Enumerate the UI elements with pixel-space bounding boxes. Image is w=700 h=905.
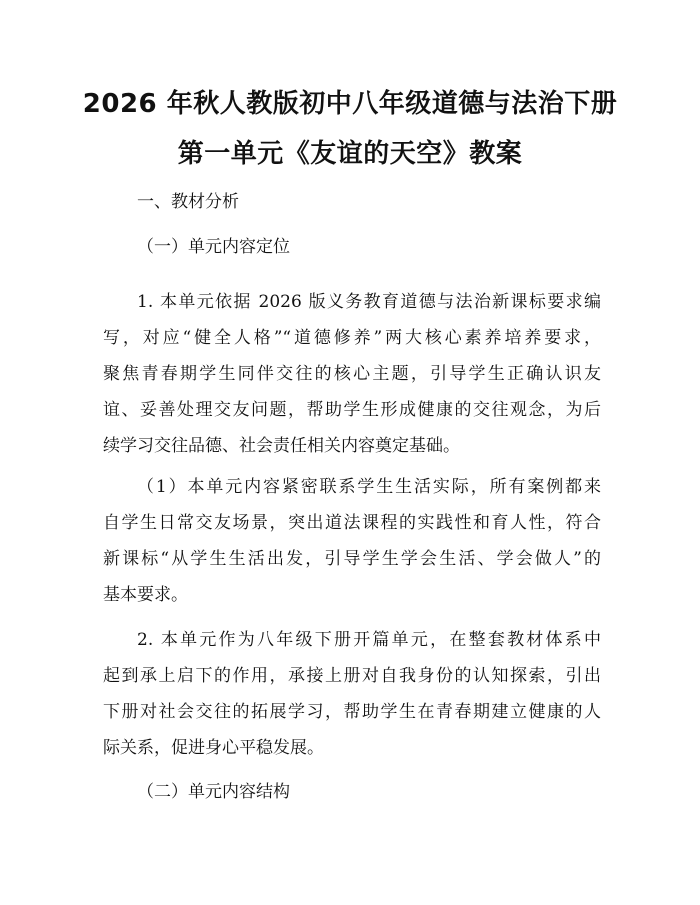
- paragraph-line: 新课标“从学生生活出发，引导学生学会生活、学会做人”的: [103, 549, 601, 569]
- paragraph-line: 基本要求。: [103, 585, 188, 605]
- paragraph-line: （1）本单元内容紧密联系学生生活实际，所有案例都来: [137, 477, 601, 497]
- paragraph-line: 2. 本单元作为八年级下册开篇单元，在整套教材体系中: [137, 630, 601, 650]
- subsection-heading-2: （二）单元内容结构: [137, 782, 290, 802]
- document-title-line-2: 第一单元《友谊的天空》教案: [177, 139, 523, 169]
- subsection-heading-1: （一）单元内容定位: [137, 237, 290, 257]
- paragraph-line: 际关系，促进身心平稳发展。: [103, 738, 324, 758]
- section-heading: 一、教材分析: [137, 192, 239, 212]
- paragraph-line: 写，对应“健全人格”“道德修养”两大核心素养培养要求，: [103, 328, 601, 348]
- paragraph-line: 自学生日常交友场景，突出道法课程的实践性和育人性，符合: [103, 513, 601, 533]
- paragraph-3: [103, 622, 601, 766]
- paragraph-1: [103, 284, 601, 464]
- paragraph-line: 谊、妥善处理交友问题，帮助学生形成健康的交往观念，为后: [103, 400, 601, 420]
- paragraph-line: 起到承上启下的作用，承接上册对自我身份的认知探索，引出: [103, 666, 601, 686]
- paragraph-line: 聚焦青春期学生同伴交往的核心主题，引导学生正确认识友: [103, 364, 601, 384]
- paragraph-line: 1. 本单元依据 2026 版义务教育道德与法治新课标要求编: [137, 292, 601, 312]
- paragraph-2: [103, 469, 601, 613]
- paragraph-line: 续学习交往品德、社会责任相关内容奠定基础。: [103, 436, 460, 456]
- paragraph-line: 下册对社会交往的拓展学习，帮助学生在青春期建立健康的人: [103, 702, 601, 722]
- document-title-line-1: 2026 年秋人教版初中八年级道德与法治下册: [82, 89, 618, 119]
